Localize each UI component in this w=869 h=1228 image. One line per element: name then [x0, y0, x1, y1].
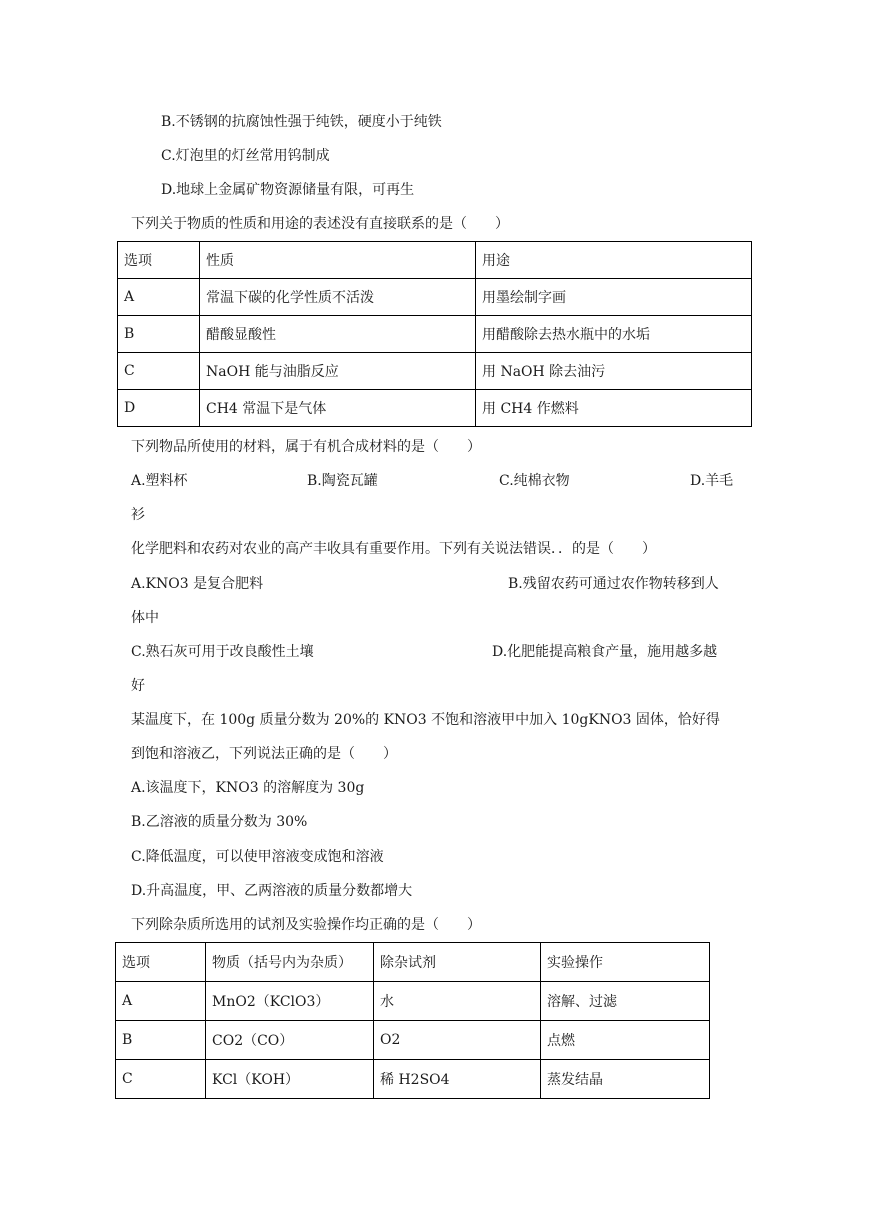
- table-cell: 溶解、过滤: [541, 982, 710, 1021]
- q3-option-d-wrap: 好: [131, 678, 145, 694]
- q4-option-b: B.乙溶液的质量分数为 30%: [131, 814, 308, 830]
- header-cell: 选项: [118, 242, 200, 279]
- table-cell: NaOH 能与油脂反应: [200, 353, 476, 390]
- q2-option-d: D.羊毛: [690, 473, 734, 489]
- table-cell: 稀 H2SO4: [374, 1060, 541, 1099]
- table-row: [118, 390, 752, 427]
- q2-stem: 下列物品所使用的材料，属于有机合成材料的是（ ）: [131, 439, 481, 455]
- header-cell: 选项: [116, 943, 206, 982]
- q2-option-d-wrap: 衫: [131, 507, 145, 523]
- table-cell: 用醋酸除去热水瓶中的水垢: [476, 316, 752, 353]
- q2-option-c: C.纯棉衣物: [499, 473, 570, 489]
- table-cell: C: [116, 1060, 206, 1099]
- table-cell: A: [116, 982, 206, 1021]
- q3-option-b-wrap: 体中: [131, 610, 159, 626]
- header-cell: 性质: [200, 242, 476, 279]
- table-cell: C: [118, 353, 200, 390]
- table-cell: B: [116, 1021, 206, 1060]
- table-cell: 蒸发结晶: [541, 1060, 710, 1099]
- table-row: [118, 316, 752, 353]
- table-row: [118, 279, 752, 316]
- q4-option-d: D.升高温度，甲、乙两溶液的质量分数都增大: [131, 883, 413, 899]
- q1-table: [117, 241, 752, 427]
- table-cell: CH4 常温下是气体: [200, 390, 476, 427]
- header-cell: 用途: [476, 242, 752, 279]
- q3-stem: 化学肥料和农药对农业的高产丰收具有重要作用。下列有关说法错误．．的是（ ）: [131, 541, 656, 557]
- table-cell: KCl（KOH）: [206, 1060, 374, 1099]
- table-cell: D: [118, 390, 200, 427]
- q1-stem: 下列关于物质的性质和用途的表述没有直接联系的是（ ）: [131, 216, 509, 232]
- header-cell: 物质（括号内为杂质）: [206, 943, 374, 982]
- table-row: [116, 982, 710, 1021]
- table-cell: A: [118, 279, 200, 316]
- table-row: [116, 1060, 710, 1099]
- q4-option-a: A.该温度下，KNO3 的溶解度为 30g: [131, 780, 365, 796]
- prev-option-c: C.灯泡里的灯丝常用钨制成: [161, 148, 330, 164]
- q3-option-d: D.化肥能提高粮食产量，施用越多越: [492, 644, 718, 660]
- q2-option-b: B.陶瓷瓦罐: [307, 473, 378, 489]
- prev-option-d: D.地球上金属矿物资源储量有限，可再生: [161, 182, 415, 198]
- table-cell: MnO2（KClO3）: [206, 982, 374, 1021]
- q3-option-b: B.残留农药可通过农作物转移到人: [508, 576, 719, 592]
- table-cell: 水: [374, 982, 541, 1021]
- header-cell: 除杂试剂: [374, 943, 541, 982]
- q2-option-a: A.塑料杯: [131, 473, 188, 489]
- q4-option-c: C.降低温度，可以使甲溶液变成饱和溶液: [131, 849, 384, 865]
- table-header-row: [118, 242, 752, 279]
- table-cell: 常温下碳的化学性质不活泼: [200, 279, 476, 316]
- table-cell: CO2（CO）: [206, 1021, 374, 1060]
- q4-stem-line1: 某温度下，在 100g 质量分数为 20%的 KNO3 不饱和溶液甲中加入 10gKNO3 固体，恰好得: [131, 712, 720, 728]
- q4-stem-line2: 到饱和溶液乙，下列说法正确的是（ ）: [131, 746, 397, 762]
- table-cell: 用墨绘制字画: [476, 279, 752, 316]
- q5-table: [115, 942, 710, 1099]
- table-cell: 醋酸显酸性: [200, 316, 476, 353]
- table-row: [116, 1021, 710, 1060]
- prev-option-b: B.不锈钢的抗腐蚀性强于纯铁，硬度小于纯铁: [161, 114, 442, 130]
- table-cell: 用 CH4 作燃料: [476, 390, 752, 427]
- table-cell: O2: [374, 1021, 541, 1060]
- table-header-row: [116, 943, 710, 982]
- table-cell: B: [118, 316, 200, 353]
- q3-option-a: A.KNO3 是复合肥料: [131, 576, 264, 592]
- table-row: [118, 353, 752, 390]
- table-cell: 点燃: [541, 1021, 710, 1060]
- q3-option-c: C.熟石灰可用于改良酸性土壤: [131, 644, 314, 660]
- q5-stem: 下列除杂质所选用的试剂及实验操作均正确的是（ ）: [131, 917, 481, 933]
- table-cell: 用 NaOH 除去油污: [476, 353, 752, 390]
- header-cell: 实验操作: [541, 943, 710, 982]
